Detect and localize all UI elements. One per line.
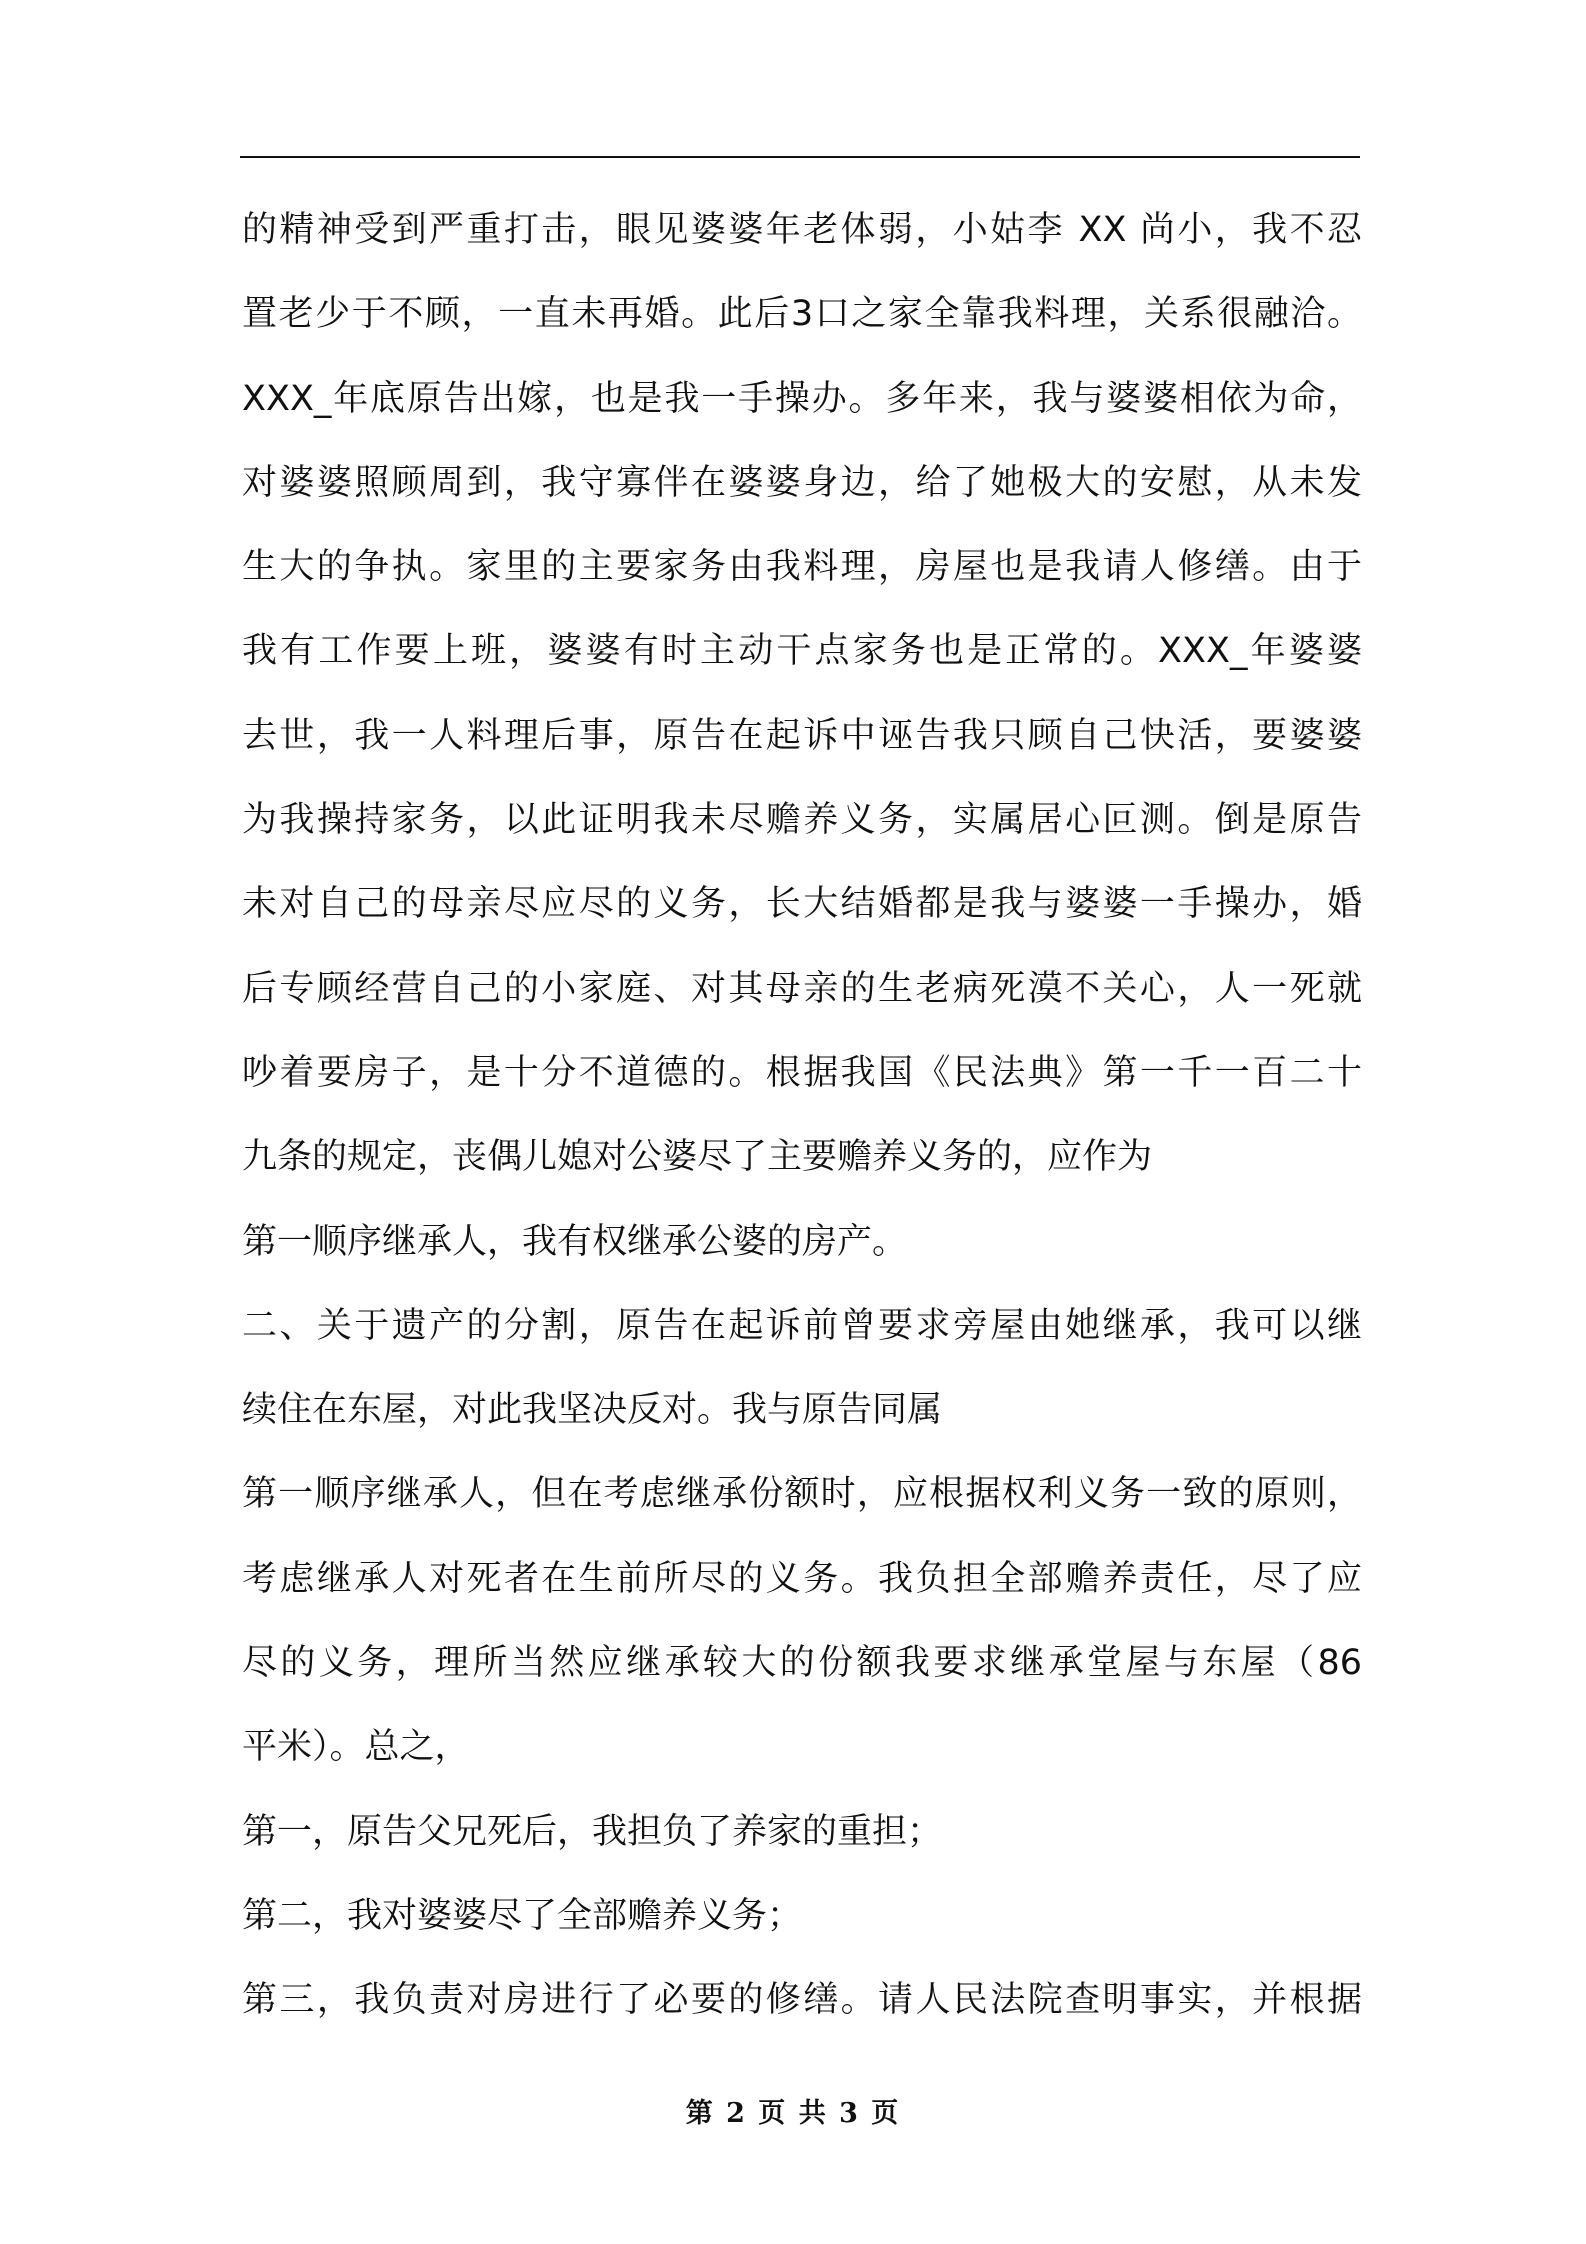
text-line: 尽的义务，理所当然应继承较大的份额我要求继承堂屋与东屋（86 — [242, 1643, 1362, 1684]
text-line: 第二，我对婆婆尽了全部赡养义务； — [242, 1895, 803, 1936]
text-line: 为我操持家务，以此证明我未尽赡养义务，实属居心叵测。倒是原告 — [242, 800, 1362, 841]
text-line: XXX_年底原告出嫁，也是我一手操办。多年来，我与婆婆相依为命， — [242, 378, 1362, 419]
text-line: 第三，我负责对房进行了必要的修缮。请人民法院查明事实，并根据 — [242, 1980, 1362, 2021]
text-line: 对婆婆照顾周到，我守寡伴在婆婆身边，给了她极大的安慰，从未发 — [242, 462, 1362, 503]
text-line: 我有工作要上班，婆婆有时主动干点家务也是正常的。XXX_年婆婆 — [242, 631, 1362, 672]
document-body — [242, 198, 1362, 2053]
page-footer: 第 2 页 共 3 页 — [685, 2098, 901, 2129]
text-line: 后专顾经营自己的小家庭、对其母亲的生老病死漠不关心，人一死就 — [242, 968, 1362, 1009]
header-rule — [240, 156, 1360, 158]
text-line: 去世，我一人料理后事，原告在起诉中诬告我只顾自己快活，要婆婆 — [242, 715, 1362, 756]
text-line: 续住在东屋，对此我坚决反对。我与原告同属 — [242, 1390, 943, 1431]
text-line: 吵着要房子，是十分不道德的。根据我国《民法典》第一千一百二十 — [242, 1052, 1362, 1093]
text-line: 未对自己的母亲尽应尽的义务，长大结婚都是我与婆婆一手操办，婚 — [242, 884, 1362, 925]
text-line: 第一顺序继承人，但在考虑继承份额时，应根据权利义务一致的原则， — [242, 1474, 1362, 1515]
text-line: 第一顺序继承人，我有权继承公婆的房产。 — [242, 1221, 908, 1262]
text-line: 二、关于遗产的分割，原告在起诉前曾要求旁屋由她继承，我可以继 — [242, 1305, 1362, 1346]
text-line: 九条的规定，丧偶儿媳对公婆尽了主要赡养义务的，应作为 — [242, 1137, 1153, 1178]
text-line: 平米）。总之， — [242, 1727, 470, 1768]
text-line: 考虑继承人对死者在生前所尽的义务。我负担全部赡养责任，尽了应 — [242, 1558, 1362, 1599]
text-line: 第一，原告父兄死后，我担负了养家的重担； — [242, 1811, 943, 1852]
text-line: 的精神受到严重打击，眼见婆婆年老体弱，小姑李 XX 尚小，我不忍 — [242, 210, 1362, 250]
text-line: 置老少于不顾，一直未再婚。此后3口之家全靠我料理，关系很融洽。 — [242, 294, 1362, 335]
text-line: 生大的争执。家里的主要家务由我料理，房屋也是我请人修缮。由于 — [242, 547, 1362, 588]
